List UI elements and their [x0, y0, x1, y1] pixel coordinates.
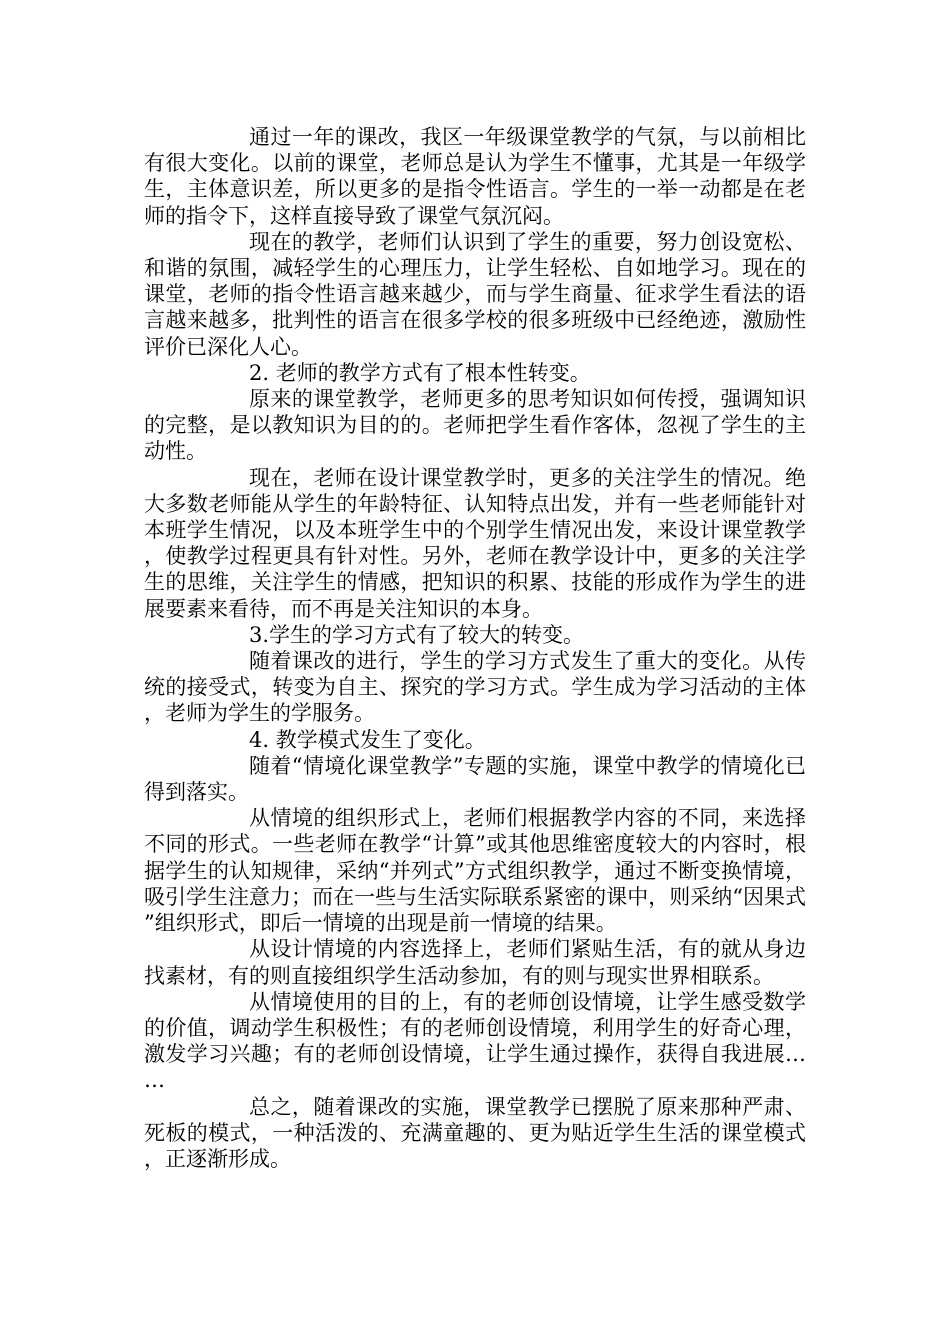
paragraph: 通过一年的课改，我区一年级课堂教学的气氛，与以前相比有很大变化。以前的课堂，老师总是认为学生不懂事，尤其是一年级学生，主体意识差，所以更多的是指令性语言。学生的一举一动都是在老师的指令下，这样直接导致了课堂气氛沉闷。: [144, 125, 806, 228]
paragraph: 原来的课堂教学，老师更多的思考知识如何传授，强调知识的完整，是以教知识为目的的。老师把学生看作客体，忽视了学生的主动性。: [144, 387, 806, 464]
paragraph: 现在，老师在设计课堂教学时，更多的关注学生的情况。绝大多数老师能从学生的年龄特征、认知特点出发，并有一些老师能针对本班学生情况，以及本班学生中的个别学生情况出发，来设计课堂教学，使教学过程更具有针对性。另外，老师在教学设计中，更多的关注学生的思维，关注学生的情感，把知识的积累、技能的形成作为学生的进展要素来看待，而不再是关注知识的本身。: [144, 465, 806, 621]
section-heading: 2. 老师的教学方式有了根本性转变。: [249, 360, 591, 385]
section-heading: 4. 教学模式发生了变化。: [249, 727, 486, 752]
paragraph: 现在的教学，老师们认识到了学生的重要，努力创设宽松、和谐的氛围，减轻学生的心理压力，让学生轻松、自如地学习。现在的课堂，老师的指令性语言越来越少，而与学生商量、征求学生看法的语言越来越多，批判性的语言在很多学校的很多班级中已经绝迹，激励性评价已深化人心。: [144, 229, 806, 359]
paragraph: 从设计情境的内容选择上，老师们紧贴生活，有的就从身边找素材，有的则直接组织学生活动参加，有的则与现实世界相联系。: [144, 937, 806, 988]
paragraph: 随着课改的进行，学生的学习方式发生了重大的变化。从传统的接受式，转变为自主、探究的学习方式。学生成为学习活动的主体，老师为学生的学服务。: [144, 649, 806, 726]
section-heading: 3.学生的学习方式有了较大的转变。: [249, 622, 585, 647]
paragraph: 随着“情境化课堂教学”专题的实施，课堂中教学的情境化已得到落实。: [144, 753, 806, 805]
paragraph: 总之，随着课改的实施，课堂教学已摆脱了原来那种严肃、死板的模式，一种活泼的、充满童趣的、更为贴近学生生活的课堂模式，正逐渐形成。: [144, 1094, 806, 1171]
paragraph: 从情境使用的目的上，有的老师创设情境，让学生感受数学的价值，调动学生积极性；有的老师创设情境，利用学生的好奇心理，激发学习兴趣；有的老师创设情境，让学生通过操作，获得自我进展……: [144, 989, 806, 1093]
paragraph: 从情境的组织形式上，老师们根据教学内容的不同，来选择不同的形式。一些老师在教学“计算”或其他思维密度较大的内容时，根据学生的认知规律，采纳“并列式”方式组织教学，通过不断变换情境，吸引学生注意力；而在一些与生活实际联系紧密的课中，则采纳“因果式”组织形式，即后一情境的出现是前一情境的结果。: [144, 806, 806, 936]
document-body: [144, 124, 806, 1172]
